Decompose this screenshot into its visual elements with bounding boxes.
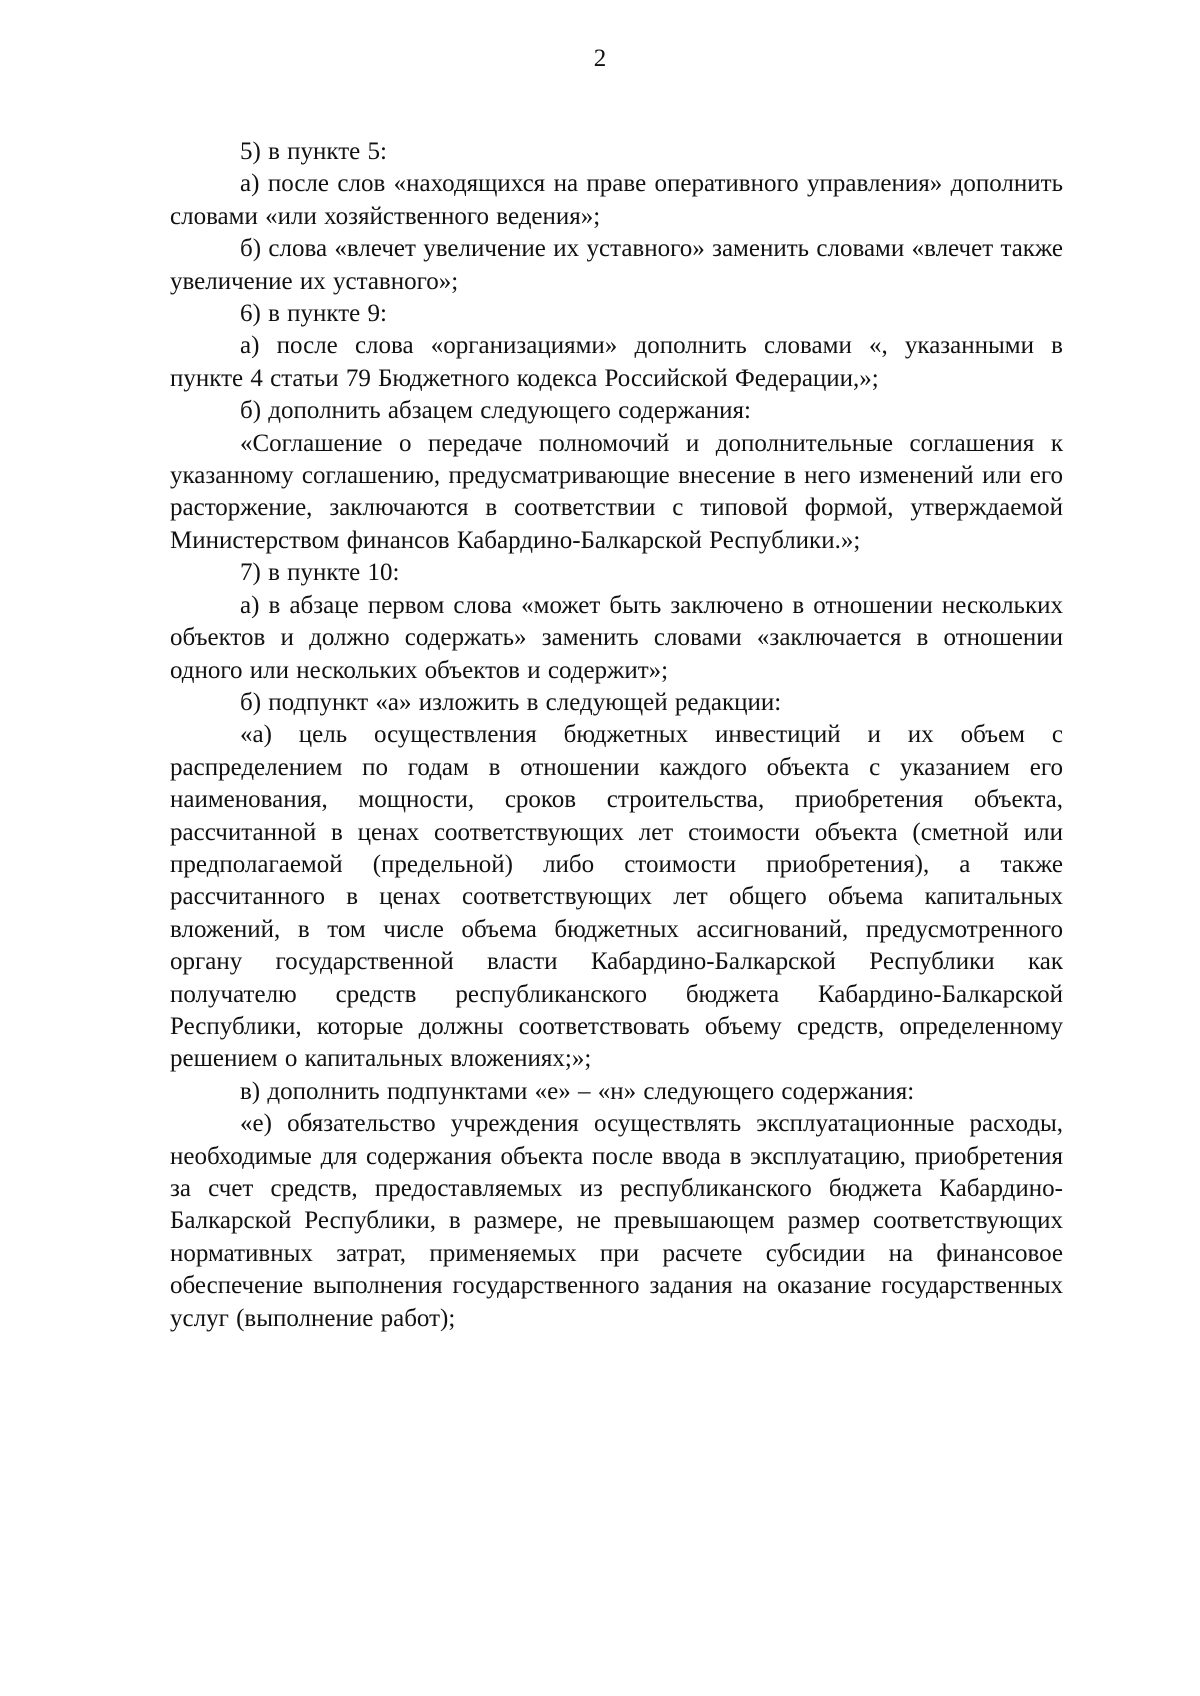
paragraph-item-7: 7) в пункте 10: [240, 559, 400, 587]
paragraph-item-5: 5) в пункте 5: [240, 138, 387, 165]
paragraph-subitem-6b: б) дополнить абзацем следующего содержания: [240, 397, 751, 425]
document-body [170, 136, 1063, 1335]
paragraph-subitem-7c: в) дополнить подпунктами «е» – «н» следующего содержания: [240, 1077, 915, 1105]
paragraph-subitem-7b: б) подпункт «а» изложить в следующей редакции: [240, 688, 782, 716]
paragraph-subitem-6a: а) после слова «организациями» дополнить словами «, указанными в пункте 4 статьи 79 Бюджетного кодекса Российской Федерации,»; [170, 332, 1063, 392]
paragraph-agreement-quote: «Соглашение о передаче полномочий и дополнительные соглашения к указанному соглашению, предусматривающие внесение в него изменений или его расторжение, заключаются в соответствии с типовой формой, утверждаемой Министерством финансов Кабардино-Балкарской Республики.»; [170, 429, 1063, 554]
paragraph-subpoint-a-quote: «а) цель осуществления бюджетных инвестиций и их объем с распределением по годам в отношении каждого объекта с указанием его наименования, мощности, сроков строительства, приобретения объекта, рассчитанной в ценах соответствующих лет стоимости объекта (сметной или предполагаемой (предельной) либо стоимости приобретения), а также рассчитанного в ценах соответствующих лет общего объема капитальных вложений, в том числе объема бюджетных ассигнований, предусмотренного органу государственной власти Кабардино-Балкарской Республики как получателю средств республиканского бюджета Кабардино-Балкарской Республики, которые должны соответствовать объему средств, определенному решением о капитальных вложениях;»; [170, 721, 1063, 1073]
paragraph-item-6: 6) в пункте 9: [240, 300, 387, 328]
paragraph-subitem-5b: б) слова «влечет увеличение их уставного» заменить словами «влечет также увеличение их уставного»; [170, 235, 1063, 295]
paragraph-subitem-7a: а) в абзаце первом слова «может быть заключено в отношении нескольких объектов и должно содержать» заменить словами «заключается в отношении одного или нескольких объектов и содержит»; [170, 591, 1063, 684]
page-number: 2 [593, 45, 607, 72]
paragraph-subpoint-e-quote: «е) обязательство учреждения осуществлять эксплуатационные расходы, необходимые для содержания объекта после ввода в эксплуатацию, приобретения за счет средств, предоставляемых из республиканского бюджета Кабардино-Балкарской Республики, в размере, не превышающем размер соответствующих нормативных затрат, применяемых при расчете субсидии на финансовое обеспечение выполнения государственного задания на оказание государственных услуг (выполнение работ); [170, 1110, 1063, 1332]
paragraph-subitem-5a: а) после слов «находящихся на праве оперативного управления» дополнить словами «или хозяйственного ведения»; [170, 170, 1063, 230]
